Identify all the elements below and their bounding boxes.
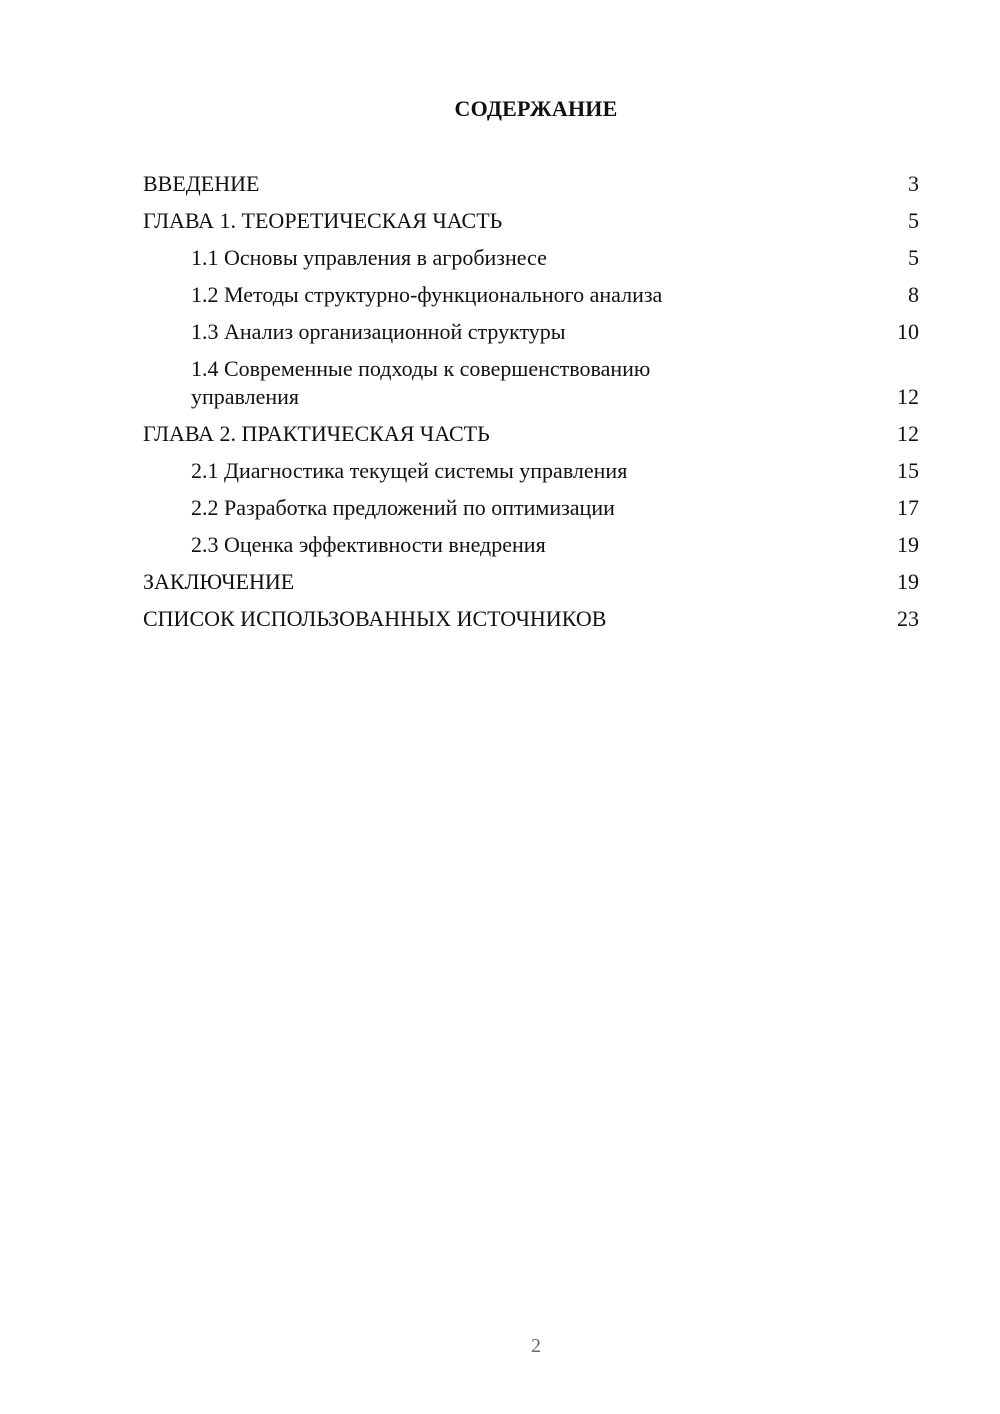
toc-entry-section-1-4[interactable] xyxy=(143,355,919,411)
toc-entry-conclusion[interactable] xyxy=(143,568,919,596)
toc-entry-title: 1.2 Методы структурно-функционального анализа xyxy=(191,282,663,307)
toc-entry-section-1-1[interactable] xyxy=(143,244,919,272)
toc-entry-page: 5 xyxy=(908,208,919,233)
toc-entry-introduction[interactable] xyxy=(143,170,919,198)
toc-entry-page: 3 xyxy=(908,171,919,196)
toc-entry-title: 2.1 Диагностика текущей системы управления xyxy=(191,458,628,483)
toc-entry-page: 12 xyxy=(897,384,919,409)
page-title: СОДЕРЖАНИЕ xyxy=(454,96,618,121)
page-number: 2 xyxy=(531,1335,541,1357)
toc-entry-page: 23 xyxy=(897,606,919,631)
toc-entry-section-2-1[interactable] xyxy=(143,457,919,485)
toc-entry-title: ЗАКЛЮЧЕНИЕ xyxy=(143,569,295,594)
toc-entry-title: ГЛАВА 2. ПРАКТИЧЕСКАЯ ЧАСТЬ xyxy=(143,421,490,446)
toc-entry-title: 1.3 Анализ организационной структуры xyxy=(191,319,566,344)
toc-entry-chapter-1[interactable] xyxy=(143,207,919,235)
toc-entry-title: 2.2 Разработка предложений по оптимизации xyxy=(191,495,615,520)
toc-entry-page: 12 xyxy=(897,421,919,446)
toc-entry-section-1-2[interactable] xyxy=(143,281,919,309)
toc-entry-title: СПИСОК ИСПОЛЬЗОВАННЫХ ИСТОЧНИКОВ xyxy=(143,606,607,631)
toc-entry-page: 17 xyxy=(897,495,919,520)
toc-entry-title: 1.4 Современные подходы к совершенствованию управления xyxy=(191,356,651,409)
toc-entry-page: 19 xyxy=(897,569,919,594)
toc-entry-section-2-2[interactable] xyxy=(143,494,919,522)
toc-entry-page: 10 xyxy=(897,319,919,344)
toc-entry-section-2-3[interactable] xyxy=(143,531,919,559)
toc-entry-title: 2.3 Оценка эффективности внедрения xyxy=(191,532,546,557)
toc-entry-page: 15 xyxy=(897,458,919,483)
table-of-contents xyxy=(143,170,919,642)
toc-entry-section-1-3[interactable] xyxy=(143,318,919,346)
toc-entry-page: 19 xyxy=(897,532,919,557)
toc-entry-title: ГЛАВА 1. ТЕОРЕТИЧЕСКАЯ ЧАСТЬ xyxy=(143,208,503,233)
toc-entry-page: 5 xyxy=(908,245,919,270)
toc-entry-chapter-2[interactable] xyxy=(143,420,919,448)
toc-entry-title: 1.1 Основы управления в агробизнесе xyxy=(191,245,547,270)
toc-entry-page: 8 xyxy=(908,282,919,307)
toc-entry-references[interactable] xyxy=(143,605,919,633)
toc-entry-title: ВВЕДЕНИЕ xyxy=(143,171,260,196)
